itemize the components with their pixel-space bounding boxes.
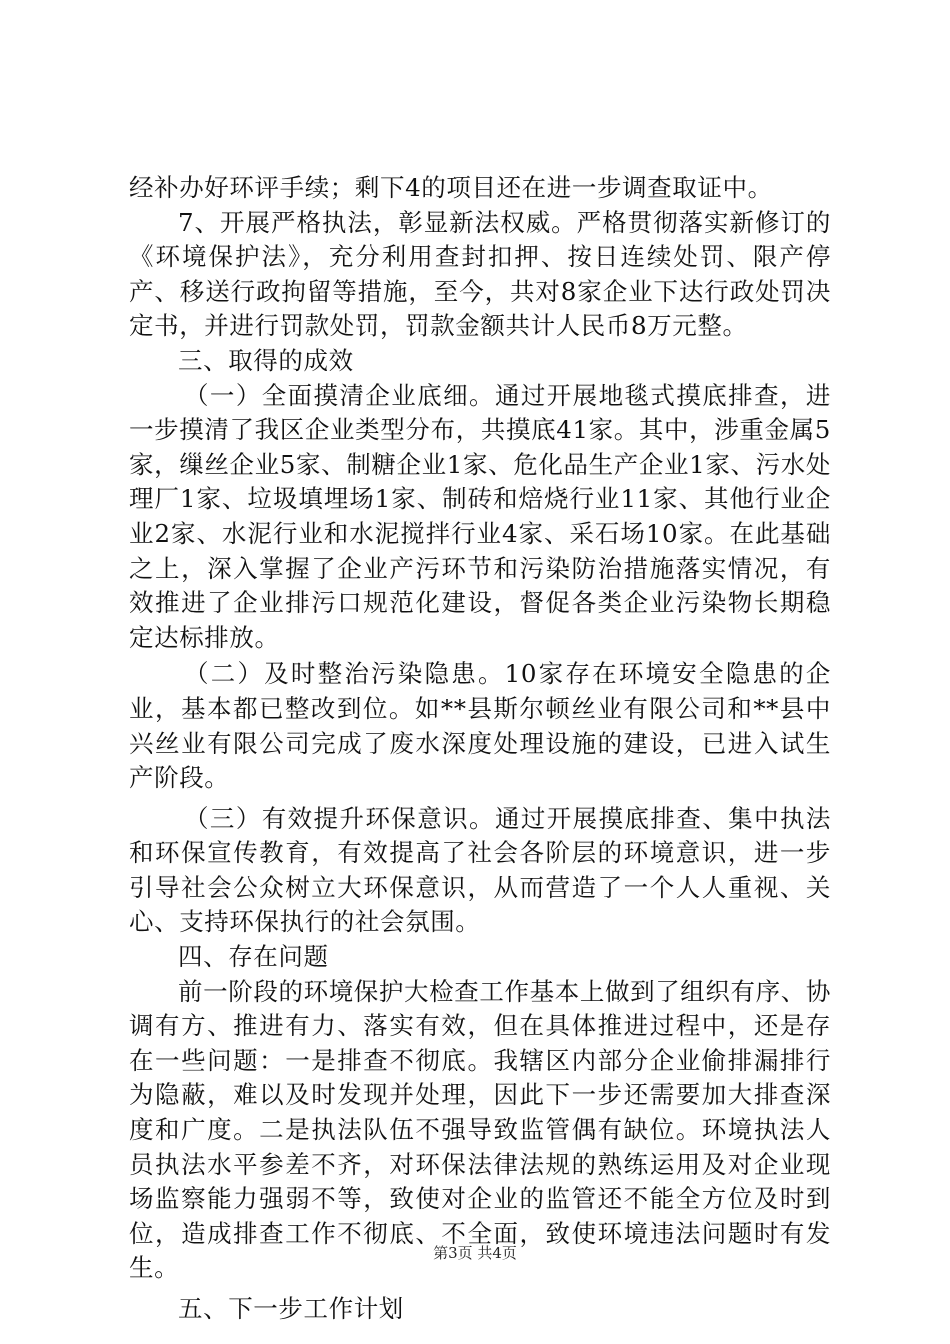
paragraph-result-2: （二）及时整治污染隐患。10家存在环境安全隐患的企业，基本都已整改到位。如**县斯尔顿丝业有限公司和**县中兴丝业有限公司完成了废水深度处理设施的建设，已进入试生产阶段。 xyxy=(129,659,831,793)
paragraph-result-1: （一）全面摸清企业底细。通过开展地毯式摸底排查，进一步摸清了我区企业类型分布，共摸底41家。其中，涉重金属5家，缫丝企业5家、制糖企业1家、危化品生产企业1家、污水处理厂1家、垃圾填埋场1家、制砖和焙烧行业11家、其他行业企业2家、水泥行业和水泥搅拌行业4家、采石场10家。在此基础之上，深入掌握了企业产污环节和污染防治措施落实情况，有效推进了企业排污口规范化建设，督促各类企业污染物长期稳定达标排放。 xyxy=(129,380,831,652)
paragraph-item-7: 7、开展严格执法，彰显新法权威。严格贯彻落实新修订的《环境保护法》，充分利用查封扣押、按日连续处罚、限产停产、移送行政拘留等措施，至今，共对8家企业下达行政处罚决定书，并进行罚款处罚，罚款金额共计人民币8万元整。 xyxy=(129,207,831,341)
document-body xyxy=(129,171,831,1327)
paragraph-problems: 前一阶段的环境保护大检查工作基本上做到了组织有序、协调有方、推进有力、落实有效，但在具体推进过程中，还是存在一些问题：一是排查不彻底。我辖区内部分企业偷排漏排行为隐蔽，难以及时发现并处理，因此下一步还需要加大排查深度和广度。二是执法队伍不强导致监管偶有缺位。环境执法人员执法水平参差不齐，对环保法律法规的熟练运用及对企业现场监察能力强弱不等，致使对企业的监管还不能全方位及时到位，造成排查工作不彻底、不全面，致使环境违法问题时有发生。 xyxy=(129,976,831,1283)
page-number-label: 第3页 共4页 xyxy=(433,1244,517,1262)
page-footer xyxy=(0,1243,950,1263)
section-heading-problems: 四、存在问题 xyxy=(178,942,329,972)
paragraph-continuation: 经补办好环评手续；剩下4的项目还在进一步调查取证中。 xyxy=(129,173,773,202)
paragraph-result-3: （三）有效提升环保意识。通过开展摸底排查、集中执法和环保宣传教育，有效提高了社会各阶层的环境意识，进一步引导社会公众树立大环保意识，从而营造了一个人人重视、关心、支持环保执行的社会氛围。 xyxy=(129,803,831,937)
section-heading-next-steps: 五、下一步工作计划 xyxy=(178,1294,404,1323)
section-heading-results: 三、取得的成效 xyxy=(178,345,354,375)
